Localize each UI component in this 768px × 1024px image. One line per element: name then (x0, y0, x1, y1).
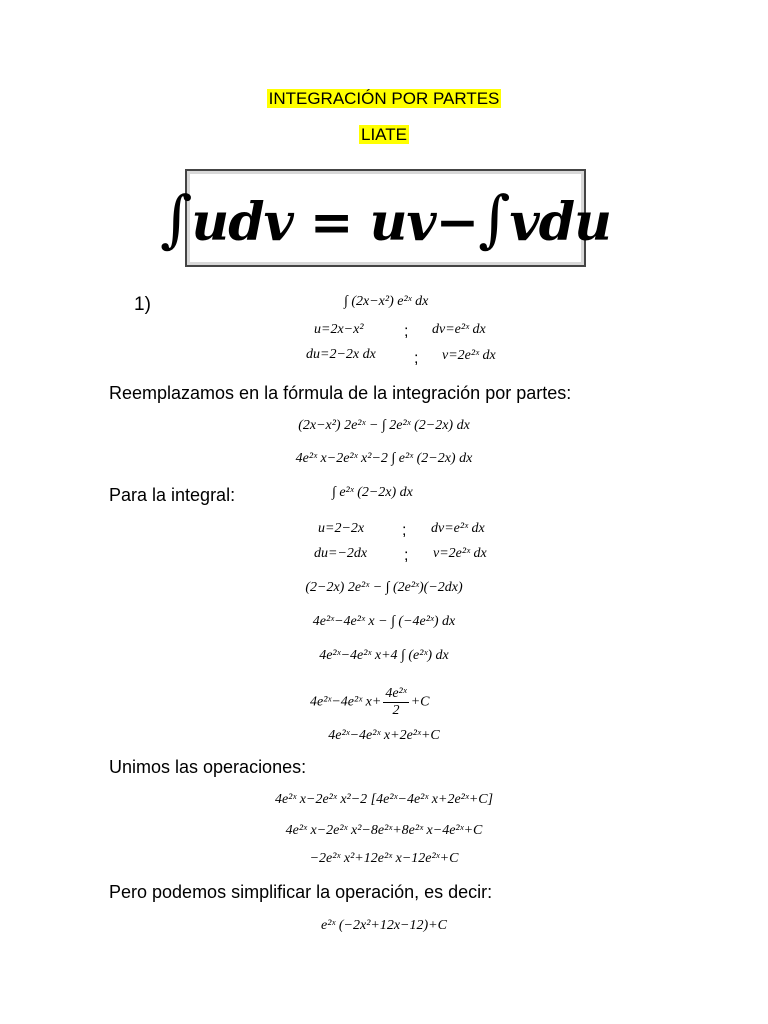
math-fraction-line (310, 686, 430, 719)
math-line: 4e²ˣ x−2e²ˣ x²−2 ∫ e²ˣ (2−2x) dx (295, 451, 473, 466)
math-line: 4e²ˣ x−2e²ˣ x²−2 [4e²ˣ−4e²ˣ x+2e²ˣ+C] (274, 792, 494, 807)
math-line: (2x−x²) 2e²ˣ − ∫ 2e²ˣ (2−2x) dx (298, 418, 470, 433)
math-line: 4e²ˣ−4e²ˣ x+4 ∫ (e²ˣ) dx (319, 648, 449, 663)
paragraph-unimos: Unimos las operaciones: (109, 757, 307, 777)
fraction-numerator: 4e²ˣ (385, 686, 407, 701)
math-dv-2: dv=e²ˣ dx (431, 521, 485, 536)
math-du-2: du=−2dx (314, 546, 368, 561)
page-subtitle: LIATE (361, 125, 407, 144)
math-u-2: u=2−2x (318, 521, 365, 536)
formula-lhs: udv = uv (191, 191, 436, 253)
page-title: INTEGRACIÓN POR PARTES (268, 89, 500, 108)
math-integral-1: ∫ (2x−x²) e²ˣ dx (344, 294, 429, 309)
math-sep: ; (402, 522, 407, 539)
fraction-denominator: 2 (392, 703, 400, 718)
paragraph-para-la-integral: Para la integral: (109, 485, 236, 505)
math-v-1: v=2e²ˣ dx (442, 348, 496, 363)
math-du-1: du=2−2x dx (306, 347, 376, 362)
integral-sign: ∫ (160, 181, 192, 255)
formula-minus: − (435, 191, 479, 253)
math-sep: ; (404, 547, 409, 564)
math-dv-1: dv=e²ˣ dx (432, 322, 486, 337)
math-line: 4e²ˣ−4e²ˣ x − ∫ (−4e²ˣ) dx (312, 614, 456, 629)
math-sep: ; (414, 350, 419, 367)
math-line: −2e²ˣ x²+12e²ˣ x−12e²ˣ+C (309, 851, 459, 866)
formula-rhs: vdu (509, 191, 611, 253)
math-v-2: v=2e²ˣ dx (433, 546, 487, 561)
fraction-prefix: 4e²ˣ−4e²ˣ x+ (310, 694, 382, 710)
math-line: 4e²ˣ x−2e²ˣ x²−8e²ˣ+8e²ˣ x−4e²ˣ+C (285, 823, 483, 838)
math-u-1: u=2x−x² (314, 322, 364, 337)
math-line: (2−2x) 2e²ˣ − ∫ (2e²ˣ)(−2dx) (305, 580, 463, 595)
paragraph-pero: Pero podemos simplificar la operación, es decir: (109, 882, 493, 902)
math-final-result: e²ˣ (−2x²+12x−12)+C (321, 918, 447, 933)
fraction (383, 686, 408, 719)
problem-number: 1) (134, 294, 151, 315)
integration-by-parts-formula (160, 169, 611, 267)
math-line: 4e²ˣ−4e²ˣ x+2e²ˣ+C (328, 728, 440, 743)
math-integral-2: ∫ e²ˣ (2−2x) dx (332, 485, 413, 500)
paragraph-reemplazamos: Reemplazamos en la fórmula de la integración por partes: (109, 383, 572, 403)
math-sep: ; (404, 323, 409, 340)
fraction-suffix: +C (410, 694, 430, 710)
integral-sign-2: ∫ (478, 181, 510, 255)
